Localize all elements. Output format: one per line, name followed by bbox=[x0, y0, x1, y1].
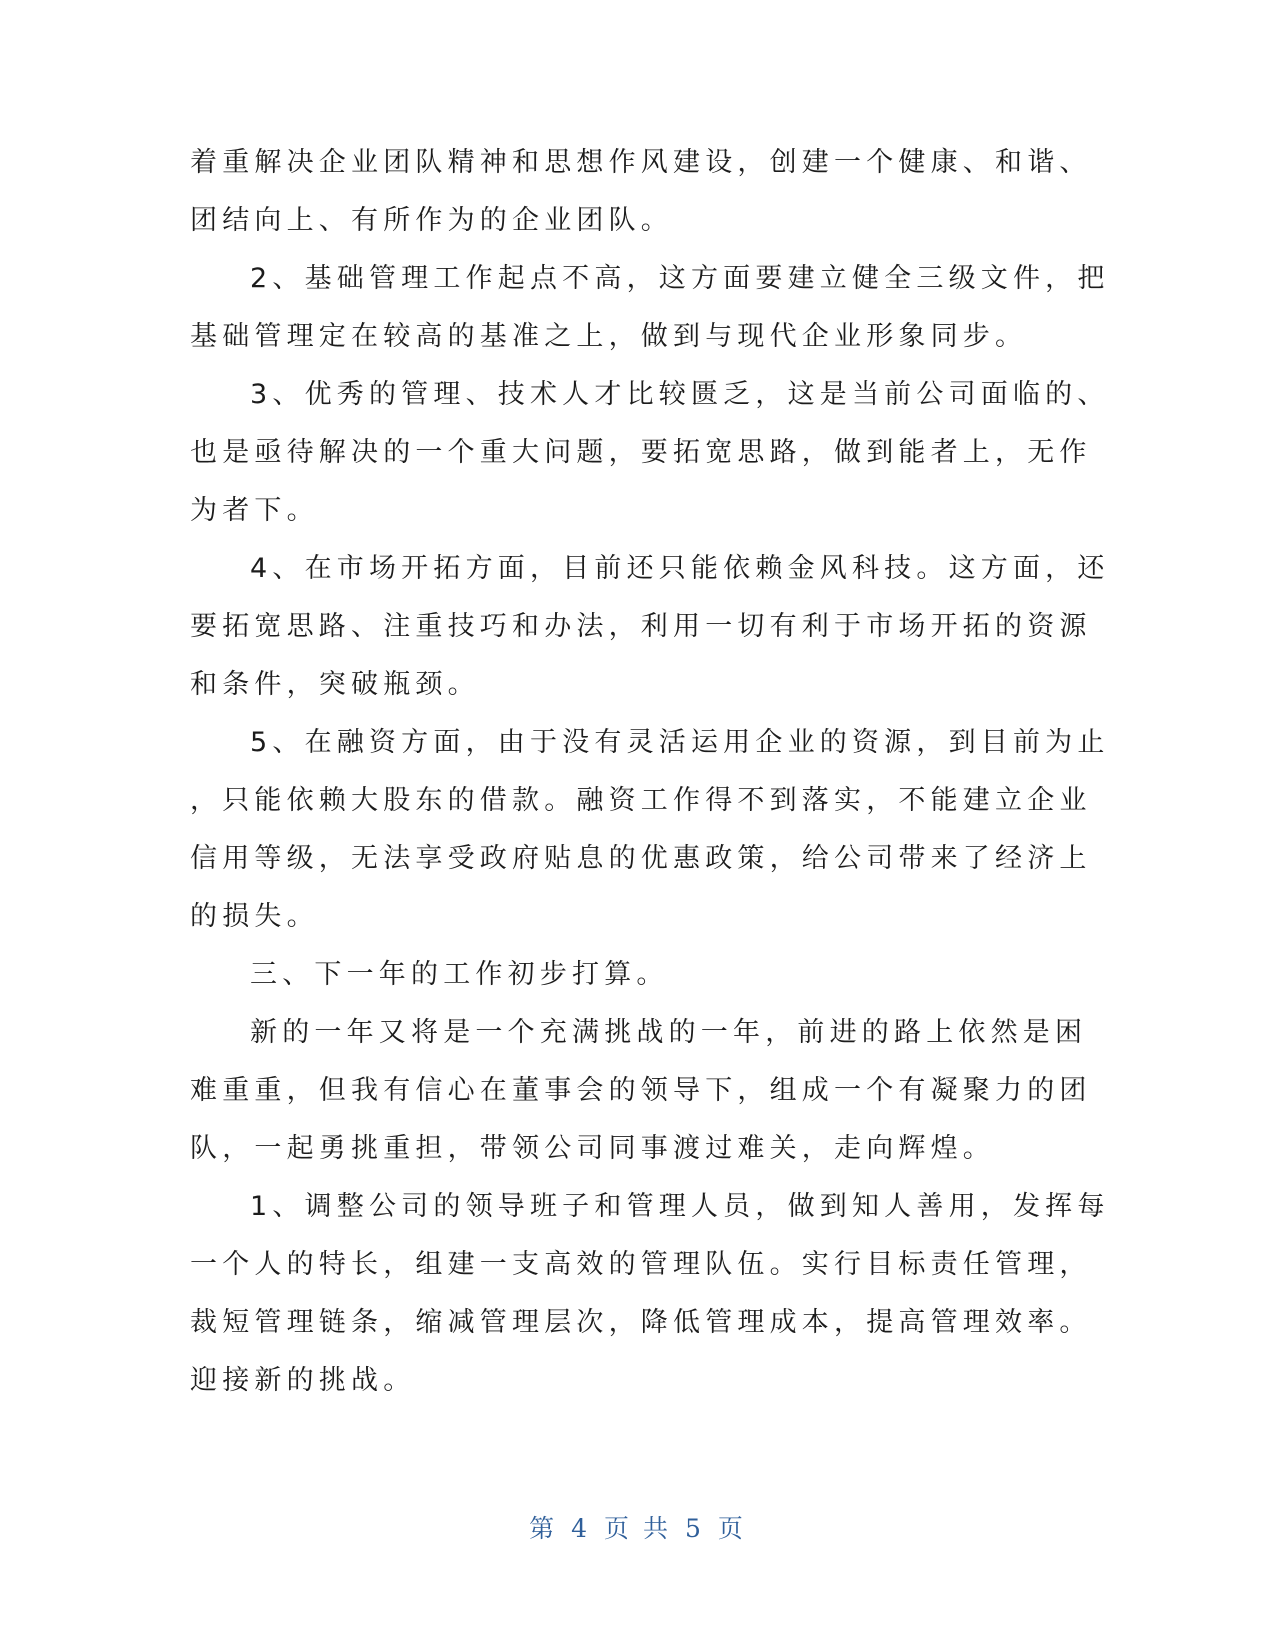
text-line: 的损失。 bbox=[190, 901, 319, 932]
section-heading: 三、下一年的工作初步打算。 bbox=[250, 959, 669, 990]
text-line: 裁短管理链条，缩减管理层次，降低管理成本，提高管理效率。 bbox=[190, 1307, 1092, 1338]
page-footer bbox=[0, 1514, 1275, 1544]
footer-suffix: 页 bbox=[717, 1514, 746, 1543]
text-line: 迎接新的挑战。 bbox=[190, 1365, 416, 1396]
text-line: 4、在市场开拓方面，目前还只能依赖金风科技。这方面，还 bbox=[250, 553, 1110, 584]
text-line: 着重解决企业团队精神和思想作风建设，创建一个健康、和谐、 bbox=[190, 147, 1092, 178]
text-line: 3、优秀的管理、技术人才比较匮乏，这是当前公司面临的、 bbox=[250, 379, 1110, 410]
text-line: 和条件，突破瓶颈。 bbox=[190, 669, 480, 700]
text-line: 队，一起勇挑重担，带领公司同事渡过难关，走向辉煌。 bbox=[190, 1133, 995, 1164]
text-line: 基础管理定在较高的基准之上，做到与现代企业形象同步。 bbox=[190, 321, 1028, 352]
text-line: 为者下。 bbox=[190, 495, 319, 526]
text-line: 团结向上、有所作为的企业团队。 bbox=[190, 205, 673, 236]
text-line: 也是亟待解决的一个重大问题，要拓宽思路，做到能者上，无作 bbox=[190, 437, 1092, 468]
text-line: ，只能依赖大股东的借款。融资工作得不到落实，不能建立企业 bbox=[190, 785, 1092, 816]
text-line: 一个人的特长，组建一支高效的管理队伍。实行目标责任管理， bbox=[190, 1249, 1092, 1280]
text-line: 新的一年又将是一个充满挑战的一年，前进的路上依然是困 bbox=[250, 1017, 1088, 1048]
text-line: 5、在融资方面，由于没有灵活运用企业的资源，到目前为止 bbox=[250, 727, 1110, 758]
text-line: 1、调整公司的领导班子和管理人员，做到知人善用，发挥每 bbox=[250, 1191, 1110, 1222]
text-line: 要拓宽思路、注重技巧和办法，利用一切有利于市场开拓的资源 bbox=[190, 611, 1092, 642]
text-line: 难重重，但我有信心在董事会的领导下，组成一个有凝聚力的团 bbox=[190, 1075, 1092, 1106]
total-pages-number: 5 bbox=[684, 1514, 704, 1543]
footer-middle: 页 共 bbox=[604, 1514, 671, 1543]
footer-prefix: 第 bbox=[529, 1514, 558, 1543]
text-line: 2、基础管理工作起点不高，这方面要建立健全三级文件，把 bbox=[250, 263, 1110, 294]
current-page-number: 4 bbox=[571, 1514, 591, 1543]
text-line: 信用等级，无法享受政府贴息的优惠政策，给公司带来了经济上 bbox=[190, 843, 1092, 874]
